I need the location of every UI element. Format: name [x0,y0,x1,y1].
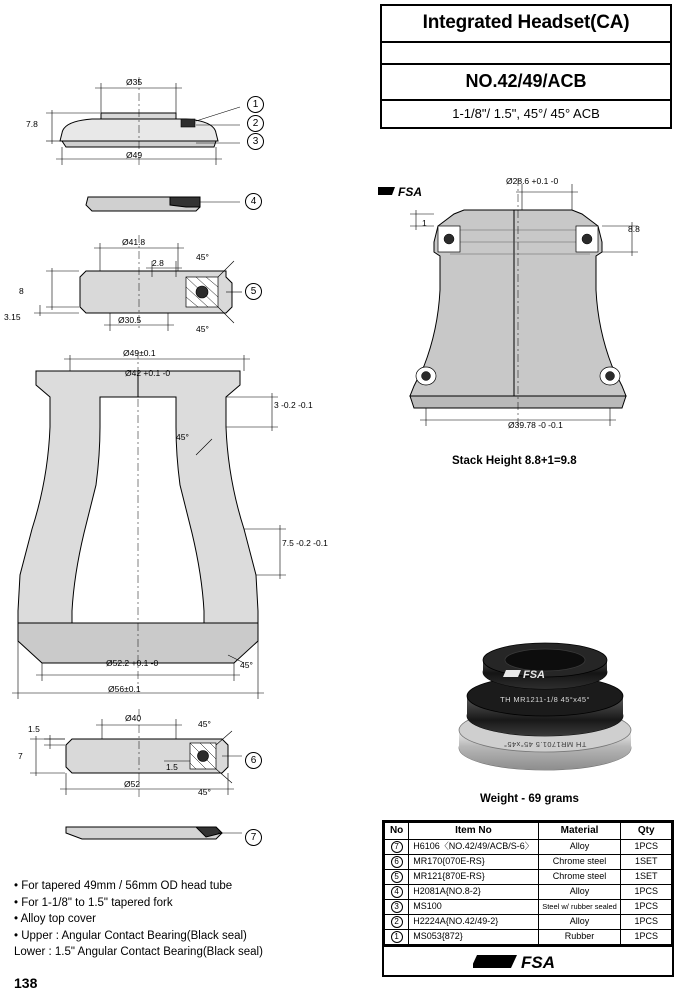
th-no: No [385,823,409,840]
fsa-logo-icon [473,951,583,971]
row-no: 6 [391,856,403,868]
row-item-no: MS053{872} [409,930,538,945]
dim-8-8: 8.8 [628,224,640,234]
dim-45f: 45° [198,787,211,797]
row-qty: 1SET [621,855,672,870]
note-item: • For 1-1/8" to 1.5" tapered fork [14,896,173,909]
row-no: 4 [391,886,403,898]
note-item: Lower : 1.5" Angular Contact Bearing(Black seal) [14,946,263,958]
title-block [380,4,672,129]
table-row [385,840,672,855]
row-no: 5 [391,871,403,883]
dim-d56: Ø56±0.1 [108,684,141,694]
row-qty: 1SET [621,870,672,885]
svg-text:FSA: FSA [521,953,555,971]
row-no: 7 [391,841,403,853]
row-material: Chrome steel [538,855,621,870]
row-qty: 1PCS [621,930,672,945]
callout-5: 5 [245,283,262,300]
dim-45a: 45° [196,252,209,262]
callout-2: 2 [247,115,264,132]
dim-1-5b: 1.5 [166,762,178,772]
dim-45e: 45° [198,719,211,729]
table-row [385,930,672,945]
section-view [390,170,670,460]
dim-45b: 45° [196,324,209,334]
dim-d40: Ø40 [125,713,142,723]
row-no: 3 [391,901,403,913]
table-row [385,915,672,930]
dim-d28-6: Ø28.6 +0.1 -0 [506,176,559,186]
svg-text:FSA: FSA [398,185,422,199]
dim-7-8: 7.8 [26,119,38,129]
title-main: Integrated Headset(CA) [382,6,670,43]
dim-45c: 45° [176,432,189,442]
dim-d42: Ø42 +0.1 -0 [125,368,171,378]
callout-6: 6 [245,752,262,769]
row-item-no: H2081A{NO.8-2} [409,885,538,900]
title-blank-row [382,43,670,65]
technical-drawings [0,55,375,935]
row-material: Alloy [538,915,621,930]
fsa-logo-section [378,183,432,199]
row-material: Rubber [538,930,621,945]
dim-d49tol: Ø49±0.1 [123,348,156,358]
row-qty: 1PCS [621,840,672,855]
row-material: Chrome steel [538,870,621,885]
row-material: Alloy [538,840,621,855]
row-item-no: MR170{070E-RS} [409,855,538,870]
callout-3: 3 [247,133,264,150]
note-item: • For tapered 49mm / 56mm OD head tube [14,880,233,892]
title-spec: 1-1/8"/ 1.5", 45°/ 45° ACB [452,106,600,121]
table-row [385,900,672,915]
row-item-no: MS100 [409,900,538,915]
callout-4: 4 [245,193,262,210]
row-material: Steel w/ rubber sealed [538,900,621,915]
row-qty: 1PCS [621,885,672,900]
dim-1-5a: 1.5 [28,724,40,734]
row-item-no: MR121{870E-RS} [409,870,538,885]
dim-d52-2: Ø52.2 +0.1 -0 [106,658,159,668]
callout-1: 1 [247,96,264,113]
dim-3-15: 3.15 [4,312,21,322]
page-number: 138 [14,975,38,991]
dim-2-8: 2.8 [152,258,164,268]
dim-d41-8: Ø41.8 [122,237,146,247]
table-row [385,855,672,870]
dim-1sec: 1 [422,218,427,228]
product-photo [420,630,670,790]
dim-d35: Ø35 [126,77,143,87]
dim-d52: Ø52 [124,779,141,789]
table-header-row [385,823,672,840]
dim-d30-5: Ø30.5 [118,315,142,325]
row-qty: 1PCS [621,900,672,915]
svg-text:TH MR1211-1/8 45°x45°: TH MR1211-1/8 45°x45° [500,695,590,704]
notes-list [14,878,364,961]
dim-d39-78: Ø39.78 -0 -0.1 [508,420,563,430]
fsa-logo-footer [384,945,672,975]
row-no: 2 [391,916,403,928]
table-row [385,885,672,900]
row-qty: 1PCS [621,915,672,930]
svg-text:TH MR1701.5 45°x45°: TH MR1701.5 45°x45° [503,740,587,749]
dim-45d: 45° [240,660,253,670]
row-item-no: H6106〈NO.42/49/ACB/S-6〉 [409,840,538,855]
dim-d49: Ø49 [126,150,143,160]
callout-7: 7 [245,829,262,846]
note-item: • Upper : Angular Contact Bearing(Black seal) [14,929,247,942]
note-item: • Alloy top cover [14,913,97,925]
stack-height-label: Stack Height 8.8+1=9.8 [452,455,577,467]
row-no: 1 [391,931,403,943]
th-qty: Qty [621,823,672,840]
row-item-no: H2224A{NO.42/49-2} [409,915,538,930]
dim-7-5tol: 7.5 -0.2 -0.1 [282,538,328,548]
dim-8: 8 [19,286,24,296]
row-material: Alloy [538,885,621,900]
weight-label: Weight - 69 grams [480,793,579,805]
svg-text:FSA: FSA [523,669,545,681]
th-item-no: Item No [409,823,538,840]
dim-3tol: 3 -0.2 -0.1 [274,400,313,410]
parts-table [382,820,674,977]
title-model-no: NO.42/49/ACB [382,65,670,101]
dim-7b: 7 [18,751,23,761]
table-row [385,870,672,885]
th-material: Material [538,823,621,840]
